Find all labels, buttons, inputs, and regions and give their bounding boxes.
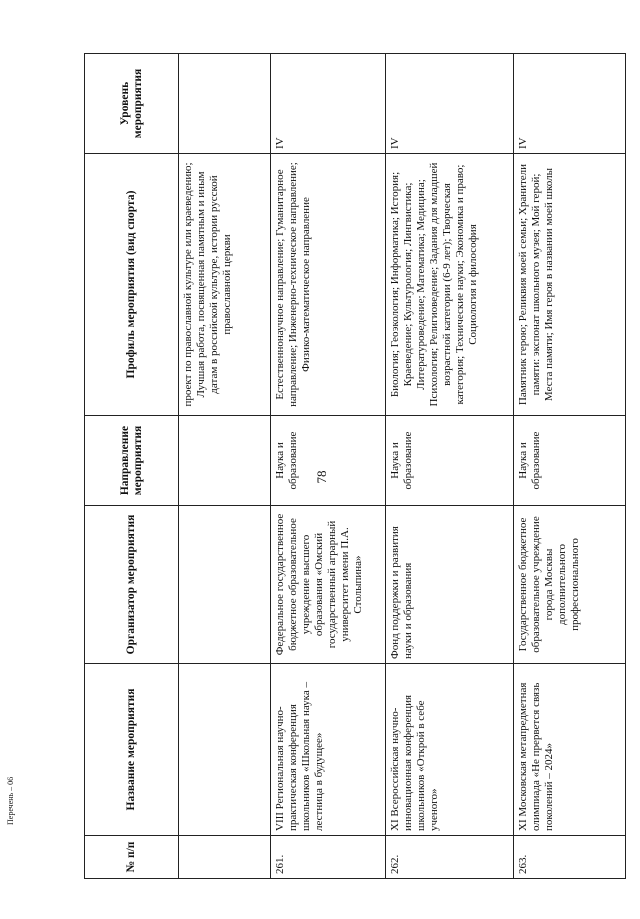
table-row <box>271 54 386 879</box>
table-row <box>386 54 514 879</box>
cell-name <box>179 664 271 836</box>
header-direction: Направление мероприятия <box>85 416 179 506</box>
cell-profile: Памятник герою; Реликвия моей семьи; Хранители памяти: экспонат школьного музея; Мой герой; Места памяти; Имя героя в названии моей школы <box>514 154 626 416</box>
table-row <box>514 54 626 879</box>
cell-level: IV <box>271 54 386 154</box>
cell-name: XI Всероссийская научно-инновационная конференция школьников «Открой в себе ученого» <box>386 664 514 836</box>
table-row <box>179 54 271 879</box>
table-header-row <box>85 54 179 879</box>
cell-direction <box>179 416 271 506</box>
cell-direction: Наука и образование <box>386 416 514 506</box>
cell-num: 263. <box>514 836 626 879</box>
header-num: № п/п <box>85 836 179 879</box>
header-profile: Профиль мероприятия (вид спорта) <box>85 154 179 416</box>
cell-organizer: Фонд поддержки и развития науки и образования <box>386 506 514 664</box>
page-number: 78 <box>314 470 329 484</box>
cell-organizer: Федеральное государственное бюджетное образовательное учреждение высшего образования «Омский государственный аграрный университет имени П.А. Столыпина» <box>271 506 386 664</box>
cell-direction: Наука и образование <box>514 416 626 506</box>
cell-direction: Наука и образование <box>271 416 386 506</box>
cell-name: XI Московская метапредметная олимпиада «Не прервется связь поколений – 2024» <box>514 664 626 836</box>
header-name: Название мероприятия <box>85 664 179 836</box>
cell-profile: Биология; Геоэкология; Информатика; История; Краеведение; Культурология; Лингвистика; Литературоведение; Математика; Медицина; Психология; Религиоведение; Задания для младшей возрастной категории (6-9 лет); Творческая категория; Технические науки; Экономика и право; Социология и философия <box>386 154 514 416</box>
cell-num: 261. <box>271 836 386 879</box>
events-table-container <box>84 54 625 879</box>
cell-name: VIII Региональная научно-практическая конференция школьников «Школьная наука – лестница в будущее» <box>271 664 386 836</box>
cell-num <box>179 836 271 879</box>
cell-profile: Естественнонаучное направление; Гуманитарное направление; Инженерно-техническое направление; Физико-математическое направление <box>271 154 386 416</box>
cell-level: IV <box>386 54 514 154</box>
cell-num: 262. <box>386 836 514 879</box>
cell-organizer <box>179 506 271 664</box>
cell-profile: проект по православной культуре или краеведению; Лучшая работа, посвященная памятным и иным датам в российской культуре, истории русской православной церкви <box>179 154 271 416</box>
footer-note: Перечень – 06 <box>6 776 15 825</box>
header-organizer: Организатор мероприятия <box>85 506 179 664</box>
events-table <box>84 53 626 879</box>
header-level: Уровень мероприятия <box>85 54 179 154</box>
cell-level: IV <box>514 54 626 154</box>
cell-organizer: Государственное бюджетное образовательное учреждение города Москвы дополнительного профессионального <box>514 506 626 664</box>
cell-level <box>179 54 271 154</box>
